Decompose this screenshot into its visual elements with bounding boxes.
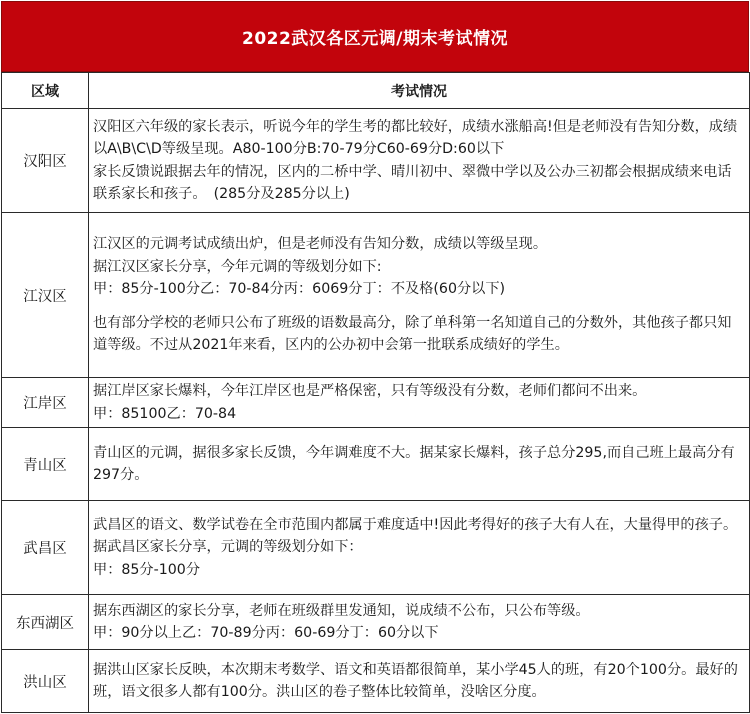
detail-cell — [89, 650, 750, 713]
header-row — [2, 73, 750, 109]
detail-cell — [89, 428, 750, 501]
detail-line: 汉阳区六年级的家长表示，听说今年的学生考的都比较好，成绩水涨船高!但是老师没有告知分数，成绩以A\B\C\D等级呈现。A80-100分B:70-79分C60-69分D:60以下 — [93, 118, 738, 157]
detail-line: 据江汉区家长分享，今年元调的等级划分如下: — [93, 258, 382, 275]
detail-line: 青山区的元调，据很多家长反馈，今年调难度不大。据某家长爆料，孩子总分295,而自己班上最高分有297分。 — [93, 444, 735, 483]
detail-line: 据江岸区家长爆料，今年江岸区也是严格保密，只有等级没有分数，老师们都问不出来。 — [93, 383, 647, 399]
detail-cell — [89, 109, 750, 213]
exam-table — [1, 72, 750, 713]
table-row — [2, 213, 750, 378]
detail-cell — [89, 595, 750, 650]
region-cell: 汉阳区 — [2, 109, 89, 213]
detail-line: 武昌区的语文、数学试卷在全市范围内都属于难度适中!因此考得好的孩子大有人在，大量得甲的孩子。据武昌区家长分享，元调的等级划分如下： — [93, 516, 738, 556]
paragraph-gap — [93, 301, 743, 312]
detail-cell — [89, 213, 750, 378]
detail-line: 甲：90分以上乙：70-89分丙：60-69分丁：60分以下 — [93, 625, 439, 641]
detail-cell — [89, 501, 750, 595]
exam-summary-sheet — [1, 1, 749, 713]
region-cell: 东西湖区 — [2, 595, 89, 650]
detail-line: 据洪山区家长反映，本次期末考数学、语文和英语都很简单，某小学45人的班，有20个100分。最好的班，语文很多人都有100分。洪山区的卷子整体比较简单，没啥区分度。 — [93, 661, 738, 700]
detail-line: 甲：85100乙：70-84 — [93, 405, 237, 422]
header-detail: 考试情况 — [89, 73, 750, 109]
title-bar — [1, 1, 749, 72]
detail-line: 家长反馈说跟据去年的情况，区内的二桥中学、晴川初中、翠微中学以及公办三初都会根据成绩来电话联系家长和孩子。 (285分及285分以上) — [93, 163, 732, 202]
table-row — [2, 378, 750, 428]
detail-line: 也有部分学校的老师只公布了班级的语数最高分，除了单科第一名知道自己的分数外，其他孩子都只知道等级。不过从2021年来看，区内的公办初中会第一批联系成绩好的学生。 — [93, 314, 732, 354]
detail-cell — [89, 378, 750, 428]
table-row — [2, 650, 750, 713]
table-row — [2, 109, 750, 213]
region-cell: 洪山区 — [2, 650, 89, 713]
detail-line: 甲：85分-100分 — [93, 561, 201, 578]
page-title: 2022武汉各区元调/期末考试情况 — [241, 29, 509, 49]
table-row — [2, 595, 750, 650]
table-row — [2, 501, 750, 595]
region-cell: 青山区 — [2, 428, 89, 501]
region-cell: 江汉区 — [2, 213, 89, 378]
table-row — [2, 428, 750, 501]
detail-line: 据东西湖区的家长分享，老师在班级群里发通知，说成绩不公布，只公布等级。 — [93, 602, 590, 619]
region-cell: 武昌区 — [2, 501, 89, 595]
detail-line: 江汉区的元调考试成绩出炉，但是老师没有告知分数，成绩以等级呈现。 — [93, 236, 548, 253]
region-cell: 江岸区 — [2, 378, 89, 428]
detail-line: 甲：85分-100分乙：70-84分丙：6069分丁：不及格(60分以下) — [93, 281, 506, 298]
header-region: 区域 — [2, 73, 89, 109]
